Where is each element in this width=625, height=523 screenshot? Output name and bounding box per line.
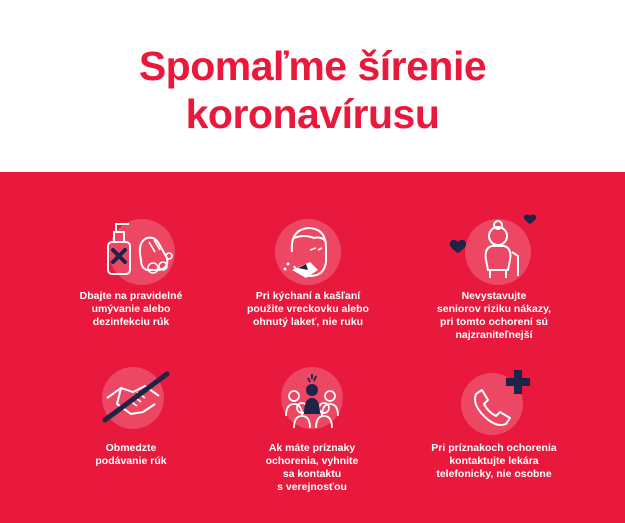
- tips-panel: [0, 172, 625, 523]
- title-line-1: Spomaľme šírenie: [138, 43, 487, 89]
- hand-washing-icon: [71, 212, 191, 292]
- header: [0, 0, 625, 172]
- tip-caption: Pri príznakoch ochorenia kontaktujte lekára telefonicky, nie osobne: [431, 442, 557, 480]
- tip-caption: Obmedzte podávanie rúk: [95, 442, 167, 467]
- title-line-2: koronavírusu: [185, 91, 440, 137]
- protect-seniors-icon: [434, 212, 554, 292]
- page-title: [139, 34, 486, 138]
- tip-caption: Ak máte príznaky ochorenia, vyhnite sa kontaktu s verejnosťou: [265, 442, 359, 493]
- avoid-crowds-icon: [252, 364, 372, 444]
- sneeze-into-elbow-icon: [248, 212, 368, 292]
- tip-caption: Dbajte na pravidelné umývanie alebo dezinfekciu rúk: [79, 290, 183, 328]
- tip-caption: Pri kýchaní a kašľaní použite vreckovku alebo ohnutý lakeť, nie ruku: [247, 290, 369, 328]
- no-handshake-icon: [71, 364, 191, 444]
- call-doctor-icon: [434, 364, 554, 444]
- tip-caption: Nevystavujte seniorov riziku nákazy, pri tomto ochorení sú najzraniteľnejší: [436, 290, 552, 341]
